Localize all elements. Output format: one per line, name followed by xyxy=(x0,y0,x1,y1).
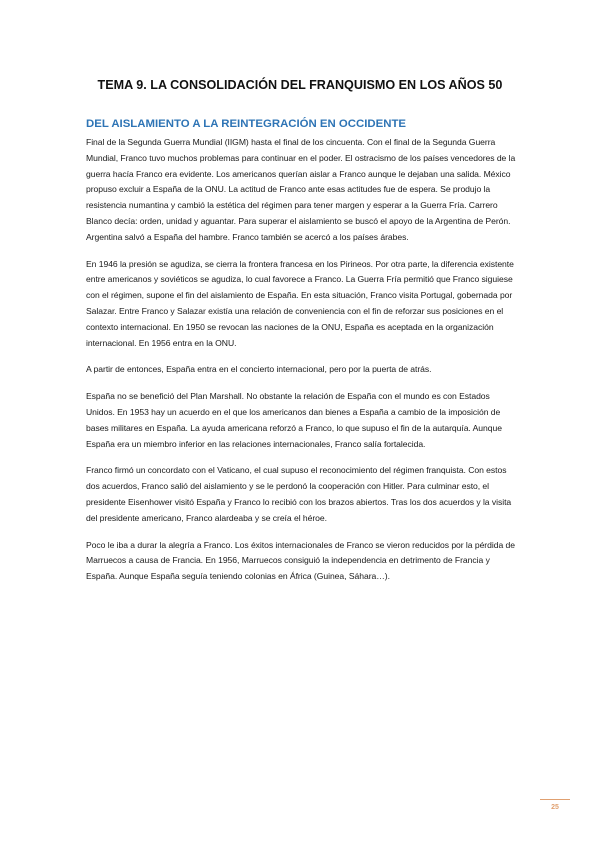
footer-divider xyxy=(540,799,570,800)
paragraph: A partir de entonces, España entra en el concierto internacional, pero por la puerta de atrás. xyxy=(86,364,432,375)
paragraph: Final de la Segunda Guerra Mundial (IIGM) hasta el final de los cincuenta. Con el final de la Segunda Guerra Mundial, Franco tuvo muchos problemas para continuar en el poder. El ostracismo de los países vencedores de la guerra hacía Franco era evidente. Los americanos querían aislar a Franco aunque le dejaban una salida. México propuso excluir a España de la ONU. La actitud de Franco ante esas actitudes fue de espera. Se produjo la resistencia numantina y cambió la estética del régimen para tener margen y esperar a la Guerra Fría. Carrero Blanco decía: orden, unidad y aguantar. Para superar el aislamiento se buscó el apoyo de la Argentina de Perón. Argentina salvó a España del hambre. Franco también se acercó a los países árabes. xyxy=(86,137,516,242)
body-text xyxy=(86,135,518,596)
paragraph: Franco firmó un concordato con el Vaticano, el cual supuso el reconocimiento del régimen franquista. Con estos dos acuerdos, Franco salió del aislamiento y se le perdonó la cooperación con Hitler. Para culminar esto, el presidente Eisenhower visitó España y Franco lo recibió con los brazos abiertos. Tras los dos acuerdos y la visita del presidente americano, Franco alardeaba y se creía el héroe. xyxy=(86,465,512,523)
paragraph: Poco le iba a durar la alegría a Franco. Los éxitos internacionales de Franco se vieron reducidos por la pérdida de Marruecos a causa de Francia. En 1956, Marruecos consiguió la independencia en detrimento de Francia y España. Aunque España seguía teniendo colonias en África (Guinea, Sáhara…). xyxy=(86,539,515,582)
page-title: TEMA 9. LA CONSOLIDACIÓN DEL FRANQUISMO EN LOS AÑOS 50 xyxy=(97,78,503,92)
page-number: 25 xyxy=(551,804,559,811)
section-heading: DEL AISLAMIENTO A LA REINTEGRACIÓN EN OCCIDENTE xyxy=(86,118,407,130)
paragraph: En 1946 la presión se agudiza, se cierra la frontera francesa en los Pirineos. Por otra parte, la diferencia existente entre americanos y soviéticos se agudiza, lo cual favorece a Franco. La Guerra Fría permitió que Franco siguiese con el régimen, supone el fin del aislamiento de España. En esta situación, Franco visita Portugal, gobernada por Salazar. Entre Franco y Salazar existía una relación de conveniencia con el fin de reforzar sus posiciones en el contexto internacional. En 1950 se revocan las naciones de la ONU, España es aceptada en la organización internacional. En 1956 entra en la ONU. xyxy=(86,258,514,348)
paragraph: España no se benefició del Plan Marshall. No obstante la relación de España con el mundo es con Estados Unidos. En 1953 hay un acuerdo en el que los americanos dan bienes a España a cambio de la imposición de bases militares en España. La ayuda americana reforzó a Franco, lo que supuso el fin de la autarquía. Aunque España era un miembro inferior en las relaciones internacionales, Franco salía fortalecida. xyxy=(86,391,502,449)
